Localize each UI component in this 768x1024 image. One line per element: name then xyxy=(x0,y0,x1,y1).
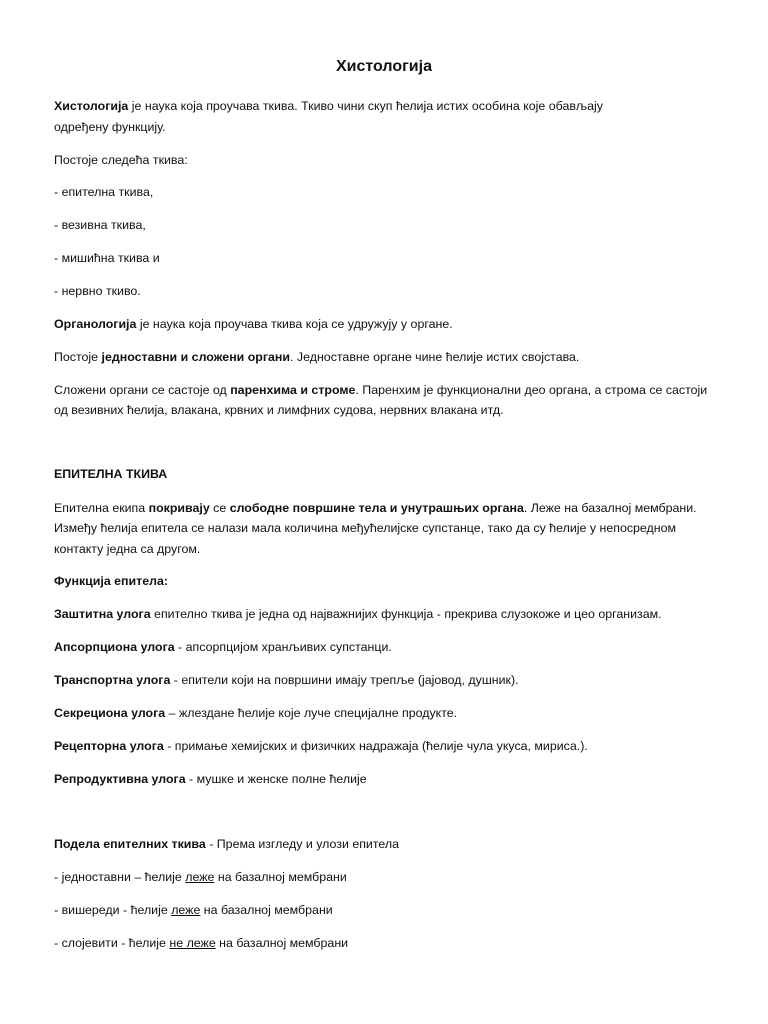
division-item-pre: - једноставни – ћелије xyxy=(54,870,186,884)
epi-bold-2: слободне површине тела и унутрашњих органа xyxy=(229,501,524,515)
epi-post: . Леже на базалној мембрани. xyxy=(523,501,697,515)
division-item xyxy=(54,933,724,953)
intro-text: је наука која проучава ткива. Ткиво чини скуп ћелија истих особина које обављају xyxy=(128,99,604,113)
page-title: Хистологија xyxy=(336,58,432,75)
function-desc: - мушке и женске полне ћелије xyxy=(185,772,367,786)
division-item-pre: - слојевити - ћелије xyxy=(54,936,170,950)
section-heading-epithelium: ЕПИТЕЛНА ТКИВА xyxy=(54,467,168,481)
organology-line xyxy=(54,314,724,334)
complex-bold: паренхима и строме xyxy=(230,383,356,397)
intro-line-1 xyxy=(54,96,724,116)
division-line xyxy=(54,834,724,854)
organology-text: је наука која проучава ткива која се удружују у органе. xyxy=(136,317,453,331)
function-title: Транспортна улога xyxy=(54,673,171,687)
organs-post: . Једноставне органе чине ћелије истих својстава. xyxy=(290,350,580,364)
function-title: Заштитна улога xyxy=(54,607,151,621)
organs-line xyxy=(54,347,724,367)
division-item xyxy=(54,900,724,920)
tissue-item: - везивна ткива, xyxy=(54,218,146,232)
function-desc: - епители који на површини имају трепље (јајовод, душник). xyxy=(170,673,519,687)
complex-pre: Сложени органи се састоје од xyxy=(54,383,231,397)
division-item-underlined: не леже xyxy=(169,936,216,950)
function-desc: - апсорпцијом хранљивих супстанци. xyxy=(174,640,392,654)
complex-post: . Паренхим је функционални део органа, а строма се састоји xyxy=(355,383,708,397)
function-item xyxy=(54,670,724,690)
complex-line-1 xyxy=(54,380,724,400)
epithelium-line-1 xyxy=(54,498,724,518)
division-item xyxy=(54,867,724,887)
function-title: Рецепторна улога xyxy=(54,739,164,753)
function-item xyxy=(54,604,724,624)
function-item xyxy=(54,703,724,723)
function-item xyxy=(54,769,724,789)
function-desc: – жлездане ћелије које луче специјалне продукте. xyxy=(165,706,458,720)
division-item-post: на базалној мембрани xyxy=(214,870,347,884)
intro-line-2: одређену функцију. xyxy=(54,120,166,134)
organs-pre: Постоје xyxy=(54,350,102,364)
epithelium-line-2: Између ћелија епитела се налази мала количина међућелијске супстанце, тако да су ћелије у непосредном xyxy=(54,521,677,535)
epithelium-line-3: контакту једна са другом. xyxy=(54,542,201,556)
function-item xyxy=(54,736,724,756)
function-title: Апсорпциона улога xyxy=(54,640,175,654)
organs-bold: једноставни и сложени органи xyxy=(101,350,291,364)
functions-heading: Функција епитела: xyxy=(54,574,169,588)
function-title: Репродуктивна улога xyxy=(54,772,186,786)
epi-pre: Епителна екипа xyxy=(54,501,149,515)
tissue-item: - епителна ткива, xyxy=(54,185,154,199)
tissue-item: - мишићна ткива и xyxy=(54,251,160,265)
division-item-post: на базалној мембрани xyxy=(200,903,333,917)
division-item-underlined: леже xyxy=(185,870,215,884)
function-item xyxy=(54,637,724,657)
division-rest: - Према изгледу и улози епитела xyxy=(205,837,399,851)
division-item-pre: - вишереди - ћелије xyxy=(54,903,172,917)
tissues-intro: Постоје следећа ткива: xyxy=(54,153,188,167)
term-organology: Органологија xyxy=(54,317,137,331)
division-bold: Подела епителних ткива xyxy=(54,837,206,851)
term-histology: Хистологија xyxy=(54,99,129,113)
epi-bold-1: покривају xyxy=(148,501,210,515)
function-desc: - примање хемијских и физичких надражаја (ћелије чула укуса, мириса.). xyxy=(163,739,588,753)
division-item-post: на базалној мембрани xyxy=(215,936,349,950)
tissue-item: - нервно ткиво. xyxy=(54,284,141,298)
epi-mid: се xyxy=(209,501,230,515)
function-title: Секрециона улога xyxy=(54,706,166,720)
complex-line-2: од везивних ћелија, влакана, крвних и лимфних судова, нервних влакана итд. xyxy=(54,403,504,417)
division-item-underlined: леже xyxy=(171,903,201,917)
function-desc: епително ткива је једна од најважнијих функција - прекрива слузокоже и цео организам. xyxy=(150,607,662,621)
